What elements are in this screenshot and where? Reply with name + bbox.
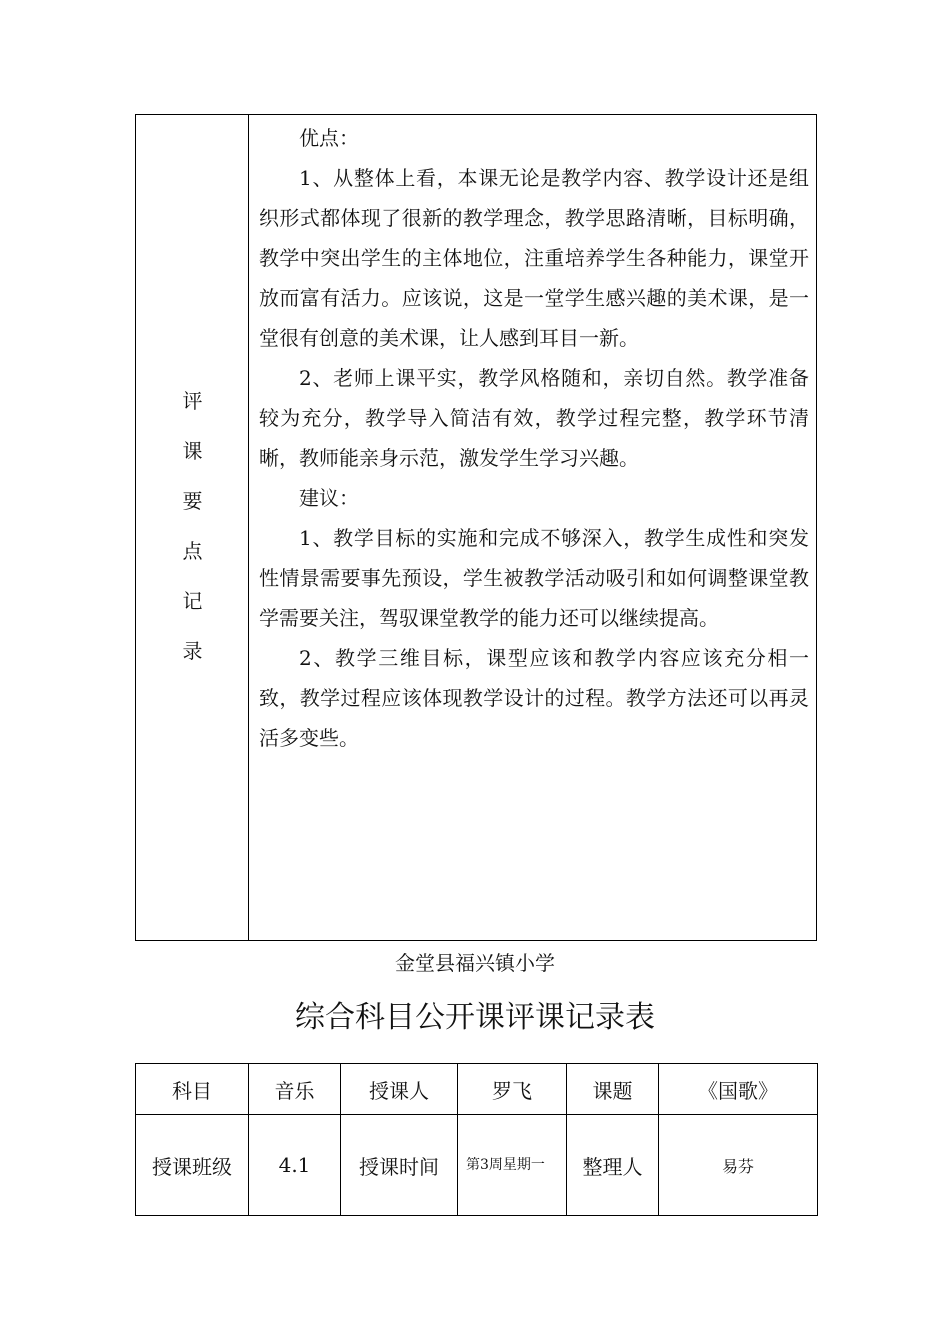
time-label: 授课时间 <box>341 1115 458 1216</box>
strengths-heading: 优点： <box>299 126 359 150</box>
subject-value: 音乐 <box>249 1064 341 1115</box>
school-name: 金堂县福兴镇小学 <box>395 951 555 975</box>
strength-paragraph: 2、老师上课平实，教学风格随和，亲切自然。教学准备较为充分，教学导入简洁有效，教学过程完整，教学环节清晰，教师能亲身示范，激发学生学习兴趣。 <box>259 366 809 470</box>
review-record-table <box>135 114 817 941</box>
teacher-value: 罗飞 <box>458 1064 567 1115</box>
review-label-char: 课 <box>182 439 203 463</box>
strength-paragraph: 1、从整体上看，本课无论是教学内容、教学设计还是组织形式都体现了很新的教学理念，教学思路清晰，目标明确，教学中突出学生的主体地位，注重培养学生各种能力，课堂开放而富有活力。应该说，这是一堂学生感兴趣的美术课，是一堂很有创意的美术课，让人感到耳目一新。 <box>259 166 809 350</box>
review-label-cell <box>136 115 249 940</box>
review-content <box>259 115 809 758</box>
topic-label: 课题 <box>567 1064 659 1115</box>
topic-value: 《国歌》 <box>659 1064 818 1115</box>
class-label: 授课班级 <box>136 1115 249 1216</box>
class-value: 4.1 <box>249 1115 341 1216</box>
subject-label: 科目 <box>136 1064 249 1115</box>
organizer-value: 易芬 <box>659 1115 818 1216</box>
review-label-char: 记 <box>182 589 203 613</box>
time-value: 第3周星期一 <box>458 1115 567 1216</box>
suggestion-paragraph: 1、教学目标的实施和完成不够深入，教学生成性和突发性情景需要事先预设，学生被教学活动吸引和如何调整课堂教学需要关注，驾驭课堂教学的能力还可以继续提高。 <box>259 526 809 630</box>
organizer-label: 整理人 <box>567 1115 659 1216</box>
review-label-char: 点 <box>182 539 203 563</box>
table-row <box>136 1064 818 1115</box>
suggestion-paragraph: 2、教学三维目标，课型应该和教学内容应该充分相一致，教学过程应该体现教学设计的过程。教学方法还可以再灵活多变些。 <box>259 646 809 750</box>
review-label-char: 要 <box>182 489 203 513</box>
table-row <box>136 1115 818 1216</box>
teacher-label: 授课人 <box>341 1064 458 1115</box>
lesson-info-table <box>135 1063 818 1216</box>
review-label-char: 录 <box>182 639 203 663</box>
suggestions-heading: 建议： <box>299 486 359 510</box>
form-title: 综合科目公开课评课记录表 <box>295 1000 655 1035</box>
review-label-char: 评 <box>182 389 203 413</box>
